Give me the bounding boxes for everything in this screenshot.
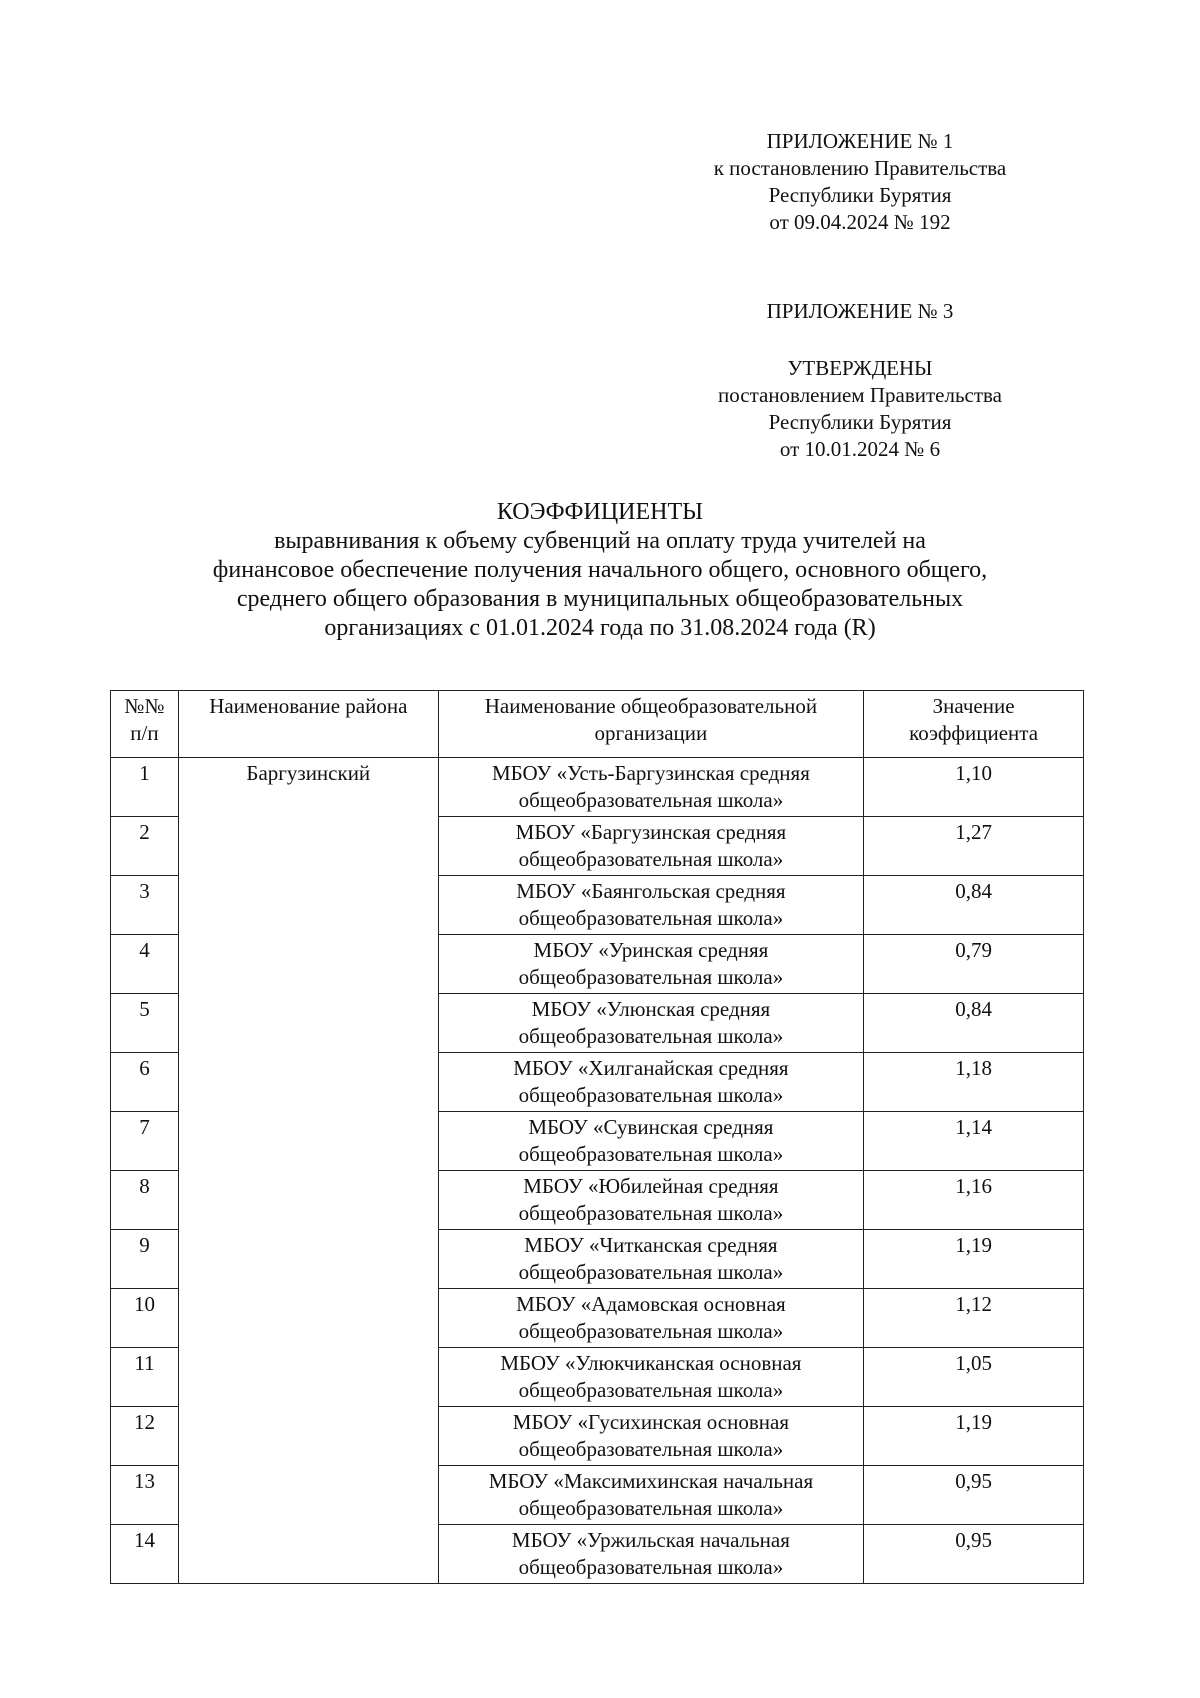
document-title [100,498,1100,643]
organization-name: МБОУ «Юбилейная средняя общеобразовательная школа» [438,1171,864,1230]
approved-line-2: постановлением Правительства [717,383,1002,407]
approved-line-3: Республики Бурятия [768,410,952,434]
approved-block [675,355,1045,463]
table-header [111,691,1084,758]
coefficient-value: 1,27 [864,817,1084,876]
coefficient-value: 1,14 [864,1112,1084,1171]
row-number: 1 [111,758,179,817]
organization-name: МБОУ «Хилганайская средняя общеобразовательная школа» [438,1053,864,1112]
header-coefficient: Значение коэффициента [864,691,1084,758]
coefficient-value: 0,79 [864,935,1084,994]
row-number: 6 [111,1053,179,1112]
coefficients-table [110,690,1084,1584]
coefficient-value: 1,19 [864,1230,1084,1289]
coefficient-value: 1,16 [864,1171,1084,1230]
coefficient-value: 0,95 [864,1525,1084,1584]
row-number: 14 [111,1525,179,1584]
row-number: 7 [111,1112,179,1171]
appendix-1-block [675,128,1045,236]
row-number: 3 [111,876,179,935]
coefficient-value: 1,19 [864,1407,1084,1466]
coefficient-value: 0,84 [864,876,1084,935]
row-number: 10 [111,1289,179,1348]
row-number: 4 [111,935,179,994]
district-name: Баргузинский [178,758,438,1584]
organization-name: МБОУ «Уринская средняя общеобразовательная школа» [438,935,864,994]
header-number: №№ п/п [111,691,179,758]
organization-name: МБОУ «Сувинская средняя общеобразовательная школа» [438,1112,864,1171]
row-number: 9 [111,1230,179,1289]
coefficient-value: 1,18 [864,1053,1084,1112]
row-number: 12 [111,1407,179,1466]
row-number: 2 [111,817,179,876]
title-line-2: финансовое обеспечение получения начального общего, основного общего, [212,557,988,583]
row-number: 11 [111,1348,179,1407]
title-line-1: выравнивания к объему субвенций на оплату труда учителей на [274,528,926,554]
row-number: 8 [111,1171,179,1230]
appendix-3-title: ПРИЛОЖЕНИЕ № 3 [766,299,954,323]
appendix-1-title: ПРИЛОЖЕНИЕ № 1 [766,129,954,153]
title-line-3: среднего общего образования в муниципальных общеобразовательных [236,586,964,612]
organization-name: МБОУ «Максимихинская начальная общеобразовательная школа» [438,1466,864,1525]
organization-name: МБОУ «Баргузинская средняя общеобразовательная школа» [438,817,864,876]
coefficient-value: 1,05 [864,1348,1084,1407]
row-number: 13 [111,1466,179,1525]
appendix-1-line-2: к постановлению Правительства [713,156,1007,180]
coefficient-value: 1,12 [864,1289,1084,1348]
title-heading: КОЭФФИЦИЕНТЫ [496,499,704,525]
organization-name: МБОУ «Гусихинская основная общеобразовательная школа» [438,1407,864,1466]
header-district: Наименование района [178,691,438,758]
organization-name: МБОУ «Адамовская основная общеобразовательная школа» [438,1289,864,1348]
organization-name: МБОУ «Баянгольская средняя общеобразовательная школа» [438,876,864,935]
header-organization: Наименование общеобразовательной организации [438,691,864,758]
table-row [111,758,1084,817]
organization-name: МБОУ «Уржильская начальная общеобразовательная школа» [438,1525,864,1584]
coefficient-value: 0,84 [864,994,1084,1053]
coefficient-value: 1,10 [864,758,1084,817]
appendix-1-line-3: Республики Бурятия [768,183,952,207]
appendix-3-block [675,298,1045,325]
approved-date: от 10.01.2024 № 6 [779,437,941,461]
table-body [111,758,1084,1584]
appendix-1-date: от 09.04.2024 № 192 [769,210,951,234]
approved-title: УТВЕРЖДЕНЫ [787,356,933,380]
organization-name: МБОУ «Усть-Баргузинская средняя общеобразовательная школа» [438,758,864,817]
coefficient-value: 0,95 [864,1466,1084,1525]
organization-name: МБОУ «Улюнская средняя общеобразовательная школа» [438,994,864,1053]
row-number: 5 [111,994,179,1053]
title-line-4: организациях с 01.01.2024 года по 31.08.2024 года (R) [324,615,876,641]
organization-name: МБОУ «Улюкчиканская основная общеобразовательная школа» [438,1348,864,1407]
organization-name: МБОУ «Читканская средняя общеобразовательная школа» [438,1230,864,1289]
